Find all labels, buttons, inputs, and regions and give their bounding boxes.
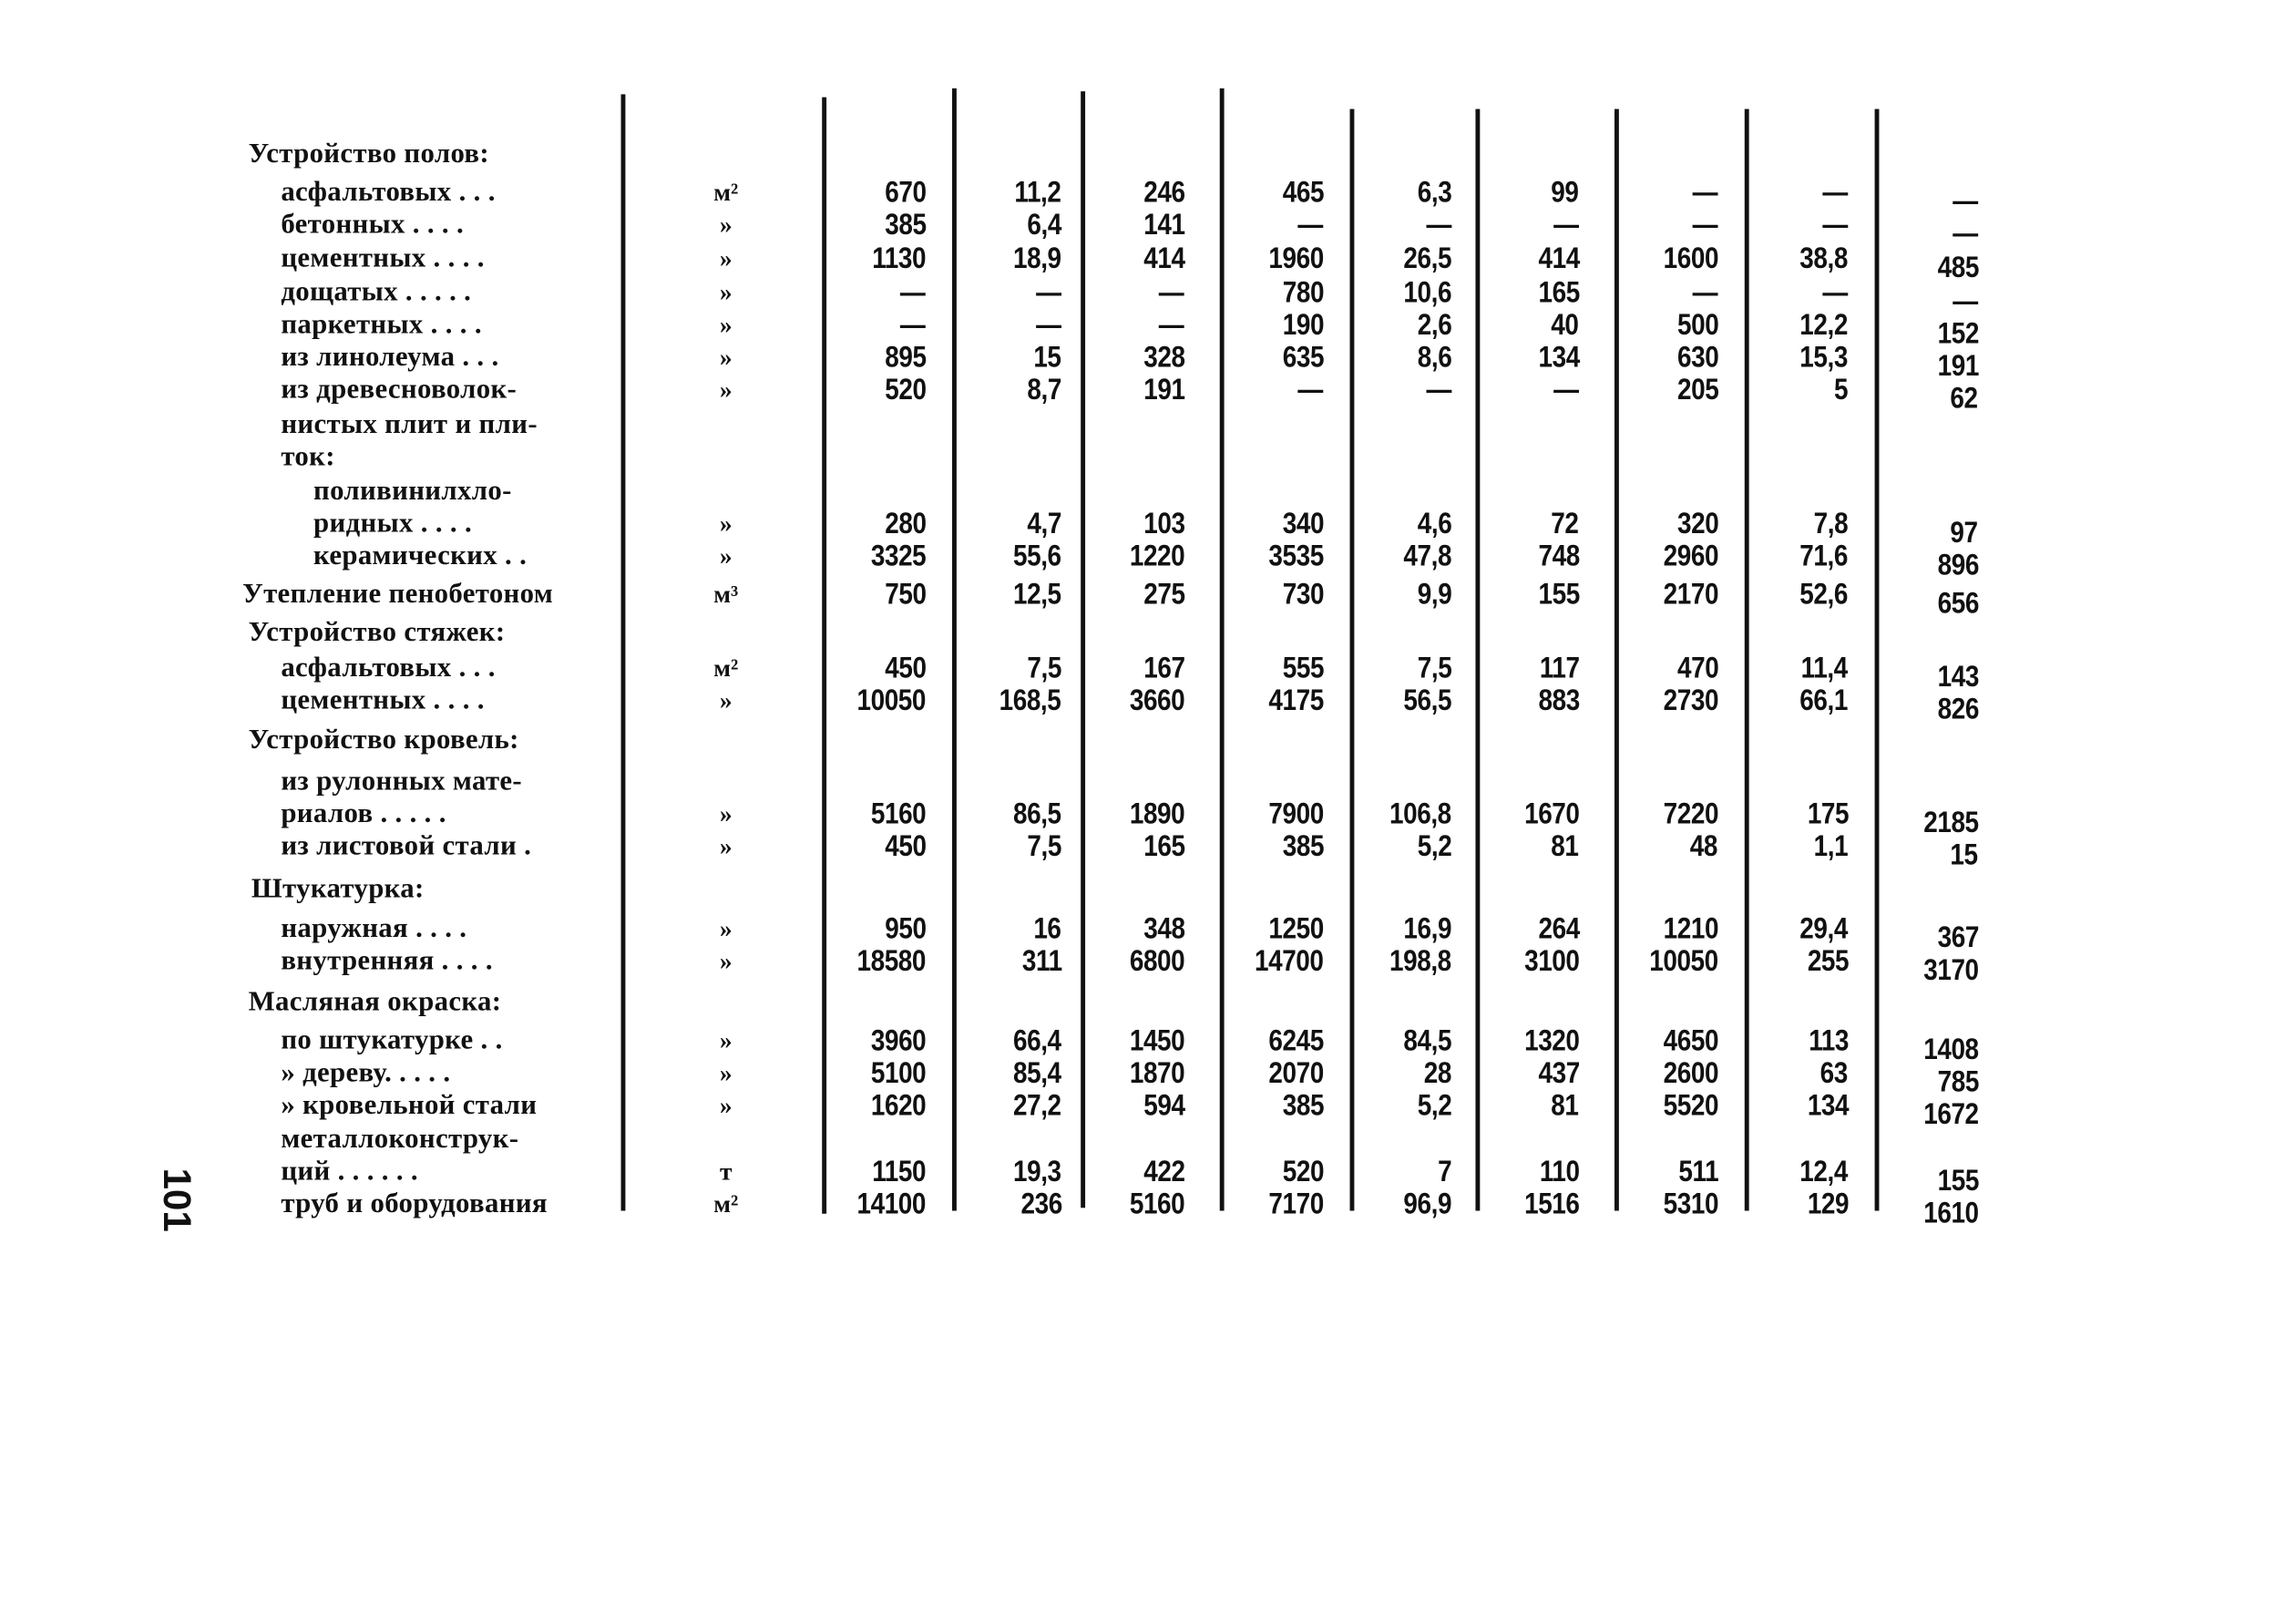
value-cell: 3535 bbox=[1267, 540, 1324, 573]
value-cell: — bbox=[1297, 374, 1324, 407]
value-cell: 594 bbox=[1143, 1089, 1184, 1123]
value-cell: 450 bbox=[884, 830, 926, 864]
value-cell: 85,4 bbox=[1013, 1057, 1062, 1090]
value-cell: 40 bbox=[1551, 309, 1580, 342]
value-cell: 165 bbox=[1143, 830, 1184, 864]
value-cell: 106,8 bbox=[1389, 797, 1452, 831]
table-row bbox=[0, 988, 2296, 1017]
value-cell: — bbox=[900, 309, 926, 342]
value-cell: 29,4 bbox=[1799, 913, 1849, 946]
value-cell: 385 bbox=[1281, 1089, 1324, 1123]
row-label: труб и оборудования bbox=[281, 1188, 548, 1220]
unit-cell: » bbox=[719, 211, 733, 239]
table-row bbox=[0, 1089, 2296, 1132]
value-cell: 1960 bbox=[1267, 242, 1324, 276]
value-cell: 14100 bbox=[856, 1188, 926, 1221]
value-cell: 748 bbox=[1537, 540, 1580, 573]
value-cell: 155 bbox=[1537, 579, 1580, 612]
table-row bbox=[0, 276, 2296, 319]
value-cell: 1408 bbox=[1922, 1033, 1979, 1067]
row-label: Масляная окраска: bbox=[248, 986, 502, 1018]
value-cell: 4175 bbox=[1267, 684, 1324, 718]
table-row bbox=[0, 341, 2296, 384]
value-cell: 3170 bbox=[1922, 954, 1979, 987]
row-label: ридных . . . . bbox=[313, 508, 472, 540]
unit-cell: » bbox=[719, 1059, 733, 1087]
value-cell: 63 bbox=[1820, 1057, 1849, 1090]
value-cell: 5520 bbox=[1663, 1089, 1718, 1123]
row-label: Устройство полов: bbox=[248, 138, 490, 170]
value-cell: 103 bbox=[1143, 508, 1184, 541]
value-cell: 311 bbox=[1021, 945, 1062, 979]
value-cell: 1670 bbox=[1523, 797, 1580, 831]
value-cell: 414 bbox=[1537, 242, 1580, 276]
value-cell: — bbox=[1159, 276, 1184, 310]
value-cell: 5,2 bbox=[1417, 1089, 1452, 1123]
value-cell: 511 bbox=[1677, 1156, 1718, 1189]
value-cell: — bbox=[1553, 374, 1580, 407]
row-label: риалов . . . . . bbox=[281, 797, 446, 829]
unit-cell: м³ bbox=[713, 580, 739, 609]
value-cell: 5100 bbox=[870, 1057, 926, 1090]
row-label: из древесноволок- bbox=[281, 374, 518, 406]
value-cell: — bbox=[1953, 185, 1979, 219]
value-cell: 155 bbox=[1936, 1165, 1979, 1198]
value-cell: 7 bbox=[1438, 1156, 1452, 1189]
value-cell: 18580 bbox=[856, 945, 926, 979]
row-label: металлоконструк- bbox=[281, 1124, 519, 1156]
table-row bbox=[0, 1126, 2296, 1155]
row-label: ций . . . . . . bbox=[281, 1156, 418, 1188]
value-cell: — bbox=[1553, 209, 1580, 242]
value-cell: 1516 bbox=[1523, 1188, 1580, 1221]
unit-cell: » bbox=[719, 541, 733, 571]
value-cell: 38,8 bbox=[1799, 242, 1849, 276]
row-label: внутренняя . . . . bbox=[281, 945, 493, 977]
table-row bbox=[0, 619, 2296, 648]
value-cell: 47,8 bbox=[1403, 540, 1452, 573]
value-cell: 2185 bbox=[1922, 807, 1979, 840]
value-cell: 348 bbox=[1143, 913, 1184, 946]
value-cell: 190 bbox=[1281, 309, 1324, 342]
value-cell: 10050 bbox=[856, 684, 926, 718]
value-cell: 1672 bbox=[1922, 1098, 1979, 1132]
row-label: из линолеума . . . bbox=[281, 341, 499, 373]
value-cell: — bbox=[1426, 374, 1452, 407]
row-label: из рулонных мате- bbox=[281, 766, 523, 797]
value-cell: 7,5 bbox=[1027, 830, 1062, 864]
value-cell: 81 bbox=[1551, 830, 1580, 864]
value-cell: 56,5 bbox=[1403, 684, 1452, 718]
page-number: 101 bbox=[155, 1167, 200, 1232]
value-cell: 485 bbox=[1936, 252, 1979, 284]
value-cell: — bbox=[1159, 309, 1184, 342]
value-cell: 385 bbox=[1281, 830, 1324, 864]
row-label: дощатых . . . . . bbox=[281, 276, 472, 308]
value-cell: 18,9 bbox=[1013, 242, 1062, 276]
value-cell: 3325 bbox=[870, 540, 926, 573]
value-cell: 7900 bbox=[1267, 797, 1324, 831]
value-cell: 5160 bbox=[1129, 1188, 1184, 1221]
value-cell: 205 bbox=[1676, 374, 1718, 407]
value-cell: 275 bbox=[1143, 579, 1184, 612]
value-cell: 16 bbox=[1033, 913, 1062, 946]
value-cell: 62 bbox=[1950, 383, 1979, 416]
value-cell: 1130 bbox=[871, 242, 926, 276]
value-cell: 7,5 bbox=[1417, 652, 1452, 685]
value-cell: 6,3 bbox=[1417, 176, 1452, 210]
value-cell: 28 bbox=[1424, 1057, 1452, 1090]
value-cell: 320 bbox=[1676, 508, 1718, 541]
value-cell: — bbox=[1426, 209, 1452, 242]
value-cell: — bbox=[1036, 309, 1062, 342]
value-cell: 630 bbox=[1676, 341, 1718, 375]
value-cell: 414 bbox=[1143, 242, 1184, 276]
value-cell: 19,3 bbox=[1013, 1156, 1062, 1189]
value-cell: 246 bbox=[1143, 176, 1184, 210]
value-cell: 555 bbox=[1281, 652, 1324, 685]
value-cell: 134 bbox=[1807, 1089, 1849, 1123]
value-cell: — bbox=[1822, 176, 1849, 210]
value-cell: 437 bbox=[1537, 1057, 1580, 1090]
value-cell: 785 bbox=[1936, 1066, 1979, 1099]
value-cell: 6245 bbox=[1267, 1024, 1324, 1058]
value-cell: 750 bbox=[884, 579, 926, 612]
unit-cell: » bbox=[719, 914, 733, 943]
value-cell: 280 bbox=[884, 508, 926, 541]
value-cell: — bbox=[1297, 209, 1324, 242]
table-row bbox=[0, 913, 2296, 955]
value-cell: 97 bbox=[1950, 517, 1979, 550]
row-label: » кровельной стали bbox=[281, 1089, 538, 1121]
table-row bbox=[0, 875, 2296, 904]
value-cell: 26,5 bbox=[1403, 242, 1452, 276]
value-cell: 2070 bbox=[1267, 1057, 1324, 1090]
value-cell: 3960 bbox=[870, 1024, 926, 1058]
table-row bbox=[0, 830, 2296, 872]
value-cell: 895 bbox=[884, 341, 926, 375]
value-cell: 264 bbox=[1537, 913, 1580, 946]
table-row bbox=[0, 374, 2296, 416]
value-cell: 81 bbox=[1551, 1089, 1580, 1123]
value-cell: 198,8 bbox=[1389, 945, 1452, 979]
table-row bbox=[0, 176, 2296, 219]
table-row bbox=[0, 1024, 2296, 1067]
value-cell: 141 bbox=[1143, 209, 1184, 242]
value-cell: — bbox=[1693, 209, 1718, 242]
row-label: Устройство стяжек: bbox=[248, 617, 506, 649]
table-row bbox=[0, 140, 2296, 170]
value-cell: 110 bbox=[1539, 1156, 1580, 1189]
value-cell: 670 bbox=[884, 176, 926, 210]
table-row bbox=[0, 540, 2296, 582]
row-label: поливинилхло- bbox=[313, 476, 512, 507]
value-cell: 191 bbox=[1143, 374, 1184, 407]
value-cell: 4,6 bbox=[1417, 508, 1452, 541]
value-cell: 1210 bbox=[1663, 913, 1718, 946]
value-cell: 165 bbox=[1537, 276, 1580, 310]
value-cell: 2960 bbox=[1663, 540, 1718, 573]
unit-cell: » bbox=[719, 1026, 733, 1055]
value-cell: 2170 bbox=[1663, 579, 1718, 612]
value-cell: 255 bbox=[1807, 945, 1849, 979]
value-cell: 11,2 bbox=[1014, 176, 1062, 210]
table-row bbox=[0, 1156, 2296, 1198]
value-cell: 71,6 bbox=[1799, 540, 1849, 573]
unit-cell: м² bbox=[713, 653, 739, 683]
table-row bbox=[0, 945, 2296, 987]
unit-cell: » bbox=[719, 947, 733, 975]
value-cell: 7,5 bbox=[1027, 652, 1062, 685]
value-cell: 826 bbox=[1936, 694, 1979, 726]
value-cell: 1870 bbox=[1129, 1057, 1184, 1090]
value-cell: 134 bbox=[1537, 341, 1580, 375]
value-cell: 1220 bbox=[1129, 540, 1184, 573]
table-row bbox=[0, 443, 2296, 472]
value-cell: 96,9 bbox=[1403, 1188, 1452, 1221]
value-cell: 143 bbox=[1936, 661, 1979, 694]
value-cell: 15 bbox=[1950, 839, 1979, 872]
value-cell: — bbox=[1693, 176, 1718, 210]
value-cell: 175 bbox=[1807, 797, 1849, 831]
value-cell: 16,9 bbox=[1403, 913, 1452, 946]
table-row bbox=[0, 242, 2296, 284]
value-cell: 2,6 bbox=[1417, 309, 1452, 342]
value-cell: 8,7 bbox=[1027, 374, 1062, 407]
table-row bbox=[0, 209, 2296, 251]
value-cell: 450 bbox=[884, 652, 926, 685]
value-cell: 129 bbox=[1807, 1188, 1849, 1221]
value-cell: 1150 bbox=[871, 1156, 926, 1189]
row-label: » дереву. . . . . bbox=[281, 1057, 451, 1089]
value-cell: 465 bbox=[1281, 176, 1324, 210]
value-cell: 1450 bbox=[1129, 1024, 1184, 1058]
value-cell: 72 bbox=[1551, 508, 1580, 541]
value-cell: 656 bbox=[1936, 587, 1979, 621]
unit-cell: т bbox=[719, 1157, 733, 1187]
table-row bbox=[0, 478, 2296, 507]
unit-cell: » bbox=[719, 686, 733, 715]
value-cell: 48 bbox=[1690, 830, 1718, 864]
value-cell: 86,5 bbox=[1013, 797, 1062, 831]
table-row bbox=[0, 508, 2296, 550]
row-label: бетонных . . . . bbox=[281, 209, 465, 241]
value-cell: 55,6 bbox=[1013, 540, 1062, 573]
value-cell: 236 bbox=[1020, 1188, 1062, 1221]
value-cell: 12,4 bbox=[1799, 1156, 1849, 1189]
value-cell: 1,1 bbox=[1813, 830, 1849, 864]
value-cell: — bbox=[1953, 285, 1979, 319]
value-cell: 780 bbox=[1281, 276, 1324, 310]
value-cell: 4650 bbox=[1663, 1024, 1718, 1058]
row-label: нистых плит и пли- bbox=[281, 409, 538, 441]
value-cell: 520 bbox=[1281, 1156, 1324, 1189]
value-cell: 422 bbox=[1143, 1156, 1184, 1189]
value-cell: 3660 bbox=[1129, 684, 1184, 718]
value-cell: 10,6 bbox=[1403, 276, 1452, 310]
value-cell: 950 bbox=[884, 913, 926, 946]
row-label: по штукатурке . . bbox=[281, 1024, 503, 1056]
table-row bbox=[0, 1057, 2296, 1099]
value-cell: 2730 bbox=[1663, 684, 1718, 718]
value-cell: 5,2 bbox=[1417, 830, 1452, 864]
unit-cell: м² bbox=[713, 178, 739, 207]
value-cell: 883 bbox=[1537, 684, 1580, 718]
value-cell: 7170 bbox=[1267, 1188, 1324, 1221]
value-cell: 27,2 bbox=[1013, 1089, 1062, 1123]
value-cell: 12,5 bbox=[1013, 579, 1062, 612]
value-cell: 152 bbox=[1936, 318, 1979, 351]
row-label: ток: bbox=[281, 441, 335, 473]
value-cell: 500 bbox=[1676, 309, 1718, 342]
value-cell: — bbox=[1693, 276, 1718, 310]
value-cell: 5160 bbox=[870, 797, 926, 831]
value-cell: 7,8 bbox=[1813, 508, 1849, 541]
value-cell: — bbox=[1036, 276, 1062, 310]
value-cell: 99 bbox=[1551, 176, 1580, 210]
table-row bbox=[0, 1188, 2296, 1230]
value-cell: 5310 bbox=[1663, 1188, 1718, 1221]
value-cell: — bbox=[1822, 276, 1849, 310]
table-row bbox=[0, 767, 2296, 797]
table-row bbox=[0, 579, 2296, 621]
table-row bbox=[0, 797, 2296, 840]
value-cell: 1600 bbox=[1663, 242, 1718, 276]
unit-cell: » bbox=[719, 832, 733, 860]
value-cell: 3100 bbox=[1523, 945, 1580, 979]
row-label: Штукатурка: bbox=[251, 873, 425, 905]
table-row bbox=[0, 684, 2296, 726]
value-cell: — bbox=[1822, 209, 1849, 242]
value-cell: 340 bbox=[1281, 508, 1324, 541]
value-cell: 15,3 bbox=[1799, 341, 1849, 375]
value-cell: 635 bbox=[1281, 341, 1324, 375]
value-cell: 470 bbox=[1676, 652, 1718, 685]
row-label: паркетных . . . . bbox=[281, 309, 482, 341]
table-row bbox=[0, 652, 2296, 694]
value-cell: 1890 bbox=[1129, 797, 1184, 831]
table-row bbox=[0, 411, 2296, 440]
unit-cell: м² bbox=[713, 1189, 739, 1218]
unit-cell: » bbox=[719, 278, 733, 307]
row-label: цементных . . . . bbox=[281, 684, 485, 716]
value-cell: 14700 bbox=[1254, 945, 1324, 979]
value-cell: 328 bbox=[1143, 341, 1184, 375]
value-cell: — bbox=[900, 276, 926, 310]
value-cell: 168,5 bbox=[999, 684, 1062, 718]
row-label: из листовой стали . bbox=[281, 830, 532, 862]
row-label: Утепление пенобетоном bbox=[242, 579, 554, 611]
unit-cell: » bbox=[719, 343, 733, 372]
value-cell: 896 bbox=[1936, 549, 1979, 582]
value-cell: 4,7 bbox=[1027, 508, 1062, 541]
value-cell: 191 bbox=[1936, 350, 1979, 384]
value-cell: 1320 bbox=[1523, 1024, 1580, 1058]
unit-cell: » bbox=[719, 799, 733, 828]
value-cell: 5 bbox=[1834, 374, 1849, 407]
value-cell: 385 bbox=[884, 209, 926, 242]
unit-cell: » bbox=[719, 1091, 733, 1120]
value-cell: 9,9 bbox=[1417, 579, 1452, 612]
value-cell: 52,6 bbox=[1799, 579, 1849, 612]
value-cell: 6,4 bbox=[1027, 209, 1062, 242]
value-cell: — bbox=[1953, 218, 1979, 251]
table-row bbox=[0, 726, 2296, 756]
row-label: Устройство кровель: bbox=[248, 725, 519, 756]
value-cell: 11,4 bbox=[1801, 652, 1849, 685]
value-cell: 167 bbox=[1143, 652, 1184, 685]
value-cell: 2600 bbox=[1663, 1057, 1718, 1090]
value-cell: 1620 bbox=[870, 1089, 926, 1123]
value-cell: 1610 bbox=[1922, 1197, 1979, 1230]
unit-cell: » bbox=[719, 311, 733, 339]
value-cell: 15 bbox=[1033, 341, 1062, 375]
value-cell: 520 bbox=[884, 374, 926, 407]
value-cell: 117 bbox=[1539, 652, 1580, 685]
row-label: асфальтовых . . . bbox=[281, 652, 496, 684]
value-cell: 84,5 bbox=[1403, 1024, 1452, 1058]
value-cell: 66,1 bbox=[1799, 684, 1849, 718]
row-label: керамических . . bbox=[313, 540, 528, 572]
value-cell: 10050 bbox=[1649, 945, 1718, 979]
row-label: асфальтовых . . . bbox=[281, 176, 496, 208]
value-cell: 8,6 bbox=[1417, 341, 1452, 375]
value-cell: 12,2 bbox=[1799, 309, 1849, 342]
value-cell: 6800 bbox=[1129, 945, 1184, 979]
unit-cell: » bbox=[719, 244, 733, 272]
value-cell: 113 bbox=[1808, 1024, 1849, 1058]
row-label: наружная . . . . bbox=[281, 913, 467, 944]
value-cell: 7220 bbox=[1663, 797, 1718, 831]
value-cell: 367 bbox=[1936, 921, 1979, 955]
value-cell: 1250 bbox=[1267, 913, 1324, 946]
table-row bbox=[0, 309, 2296, 351]
value-cell: 66,4 bbox=[1013, 1024, 1062, 1058]
row-label: цементных . . . . bbox=[281, 242, 485, 274]
unit-cell: » bbox=[719, 375, 733, 404]
unit-cell: » bbox=[719, 509, 733, 538]
value-cell: 730 bbox=[1281, 579, 1324, 612]
